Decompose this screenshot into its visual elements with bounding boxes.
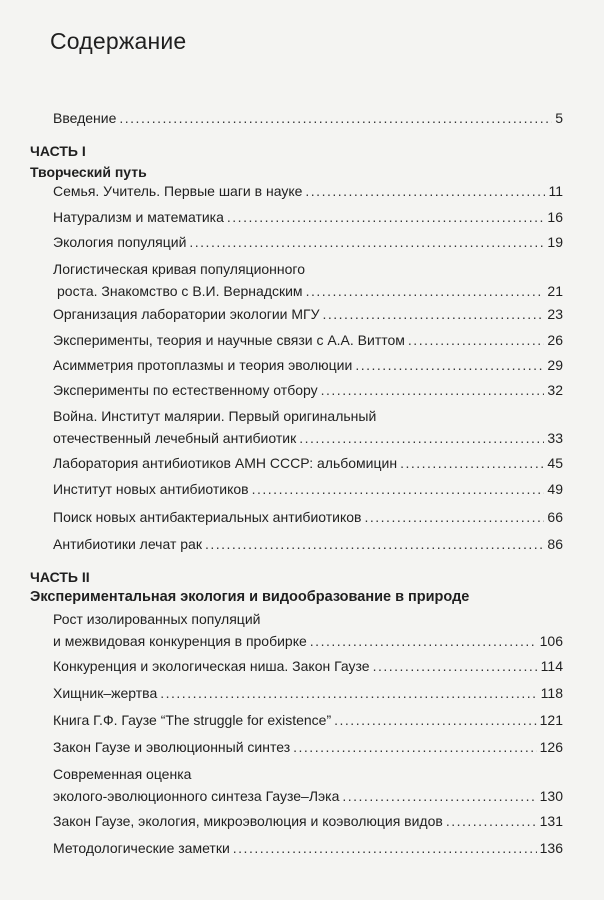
toc-entry[interactable] bbox=[53, 763, 563, 807]
leader-dots bbox=[252, 478, 545, 500]
leader-dots bbox=[373, 655, 538, 677]
part-label: ЧАСТЬ I bbox=[30, 143, 86, 159]
toc-entry[interactable] bbox=[53, 837, 563, 859]
entry-text: роста. Знакомство с В.И. Вернадским bbox=[57, 283, 303, 299]
leader-dots bbox=[355, 354, 544, 376]
entry-text: Семья. Учитель. Первые шаги в науке bbox=[53, 183, 303, 199]
toc-entry[interactable] bbox=[53, 405, 563, 449]
toc-entry[interactable] bbox=[53, 206, 563, 228]
part-subtitle: Экспериментальная экология и видообразование в природе bbox=[30, 589, 470, 605]
entry-page: 21 bbox=[547, 283, 563, 299]
entry-page: 121 bbox=[539, 712, 563, 728]
leader-dots bbox=[400, 452, 544, 474]
entry-text-line1: Рост изолированных популяций bbox=[53, 611, 261, 627]
leader-dots bbox=[365, 506, 545, 528]
leader-dots bbox=[299, 427, 544, 449]
entry-text-line1: Логистическая кривая популяционного bbox=[53, 261, 306, 277]
leader-dots bbox=[205, 533, 544, 555]
leader-dots bbox=[233, 837, 537, 859]
leader-dots bbox=[293, 736, 537, 758]
toc-entry[interactable] bbox=[53, 533, 563, 555]
entry-text: Хищник–жертва bbox=[53, 685, 158, 701]
entry-text: Эксперименты по естественному отбору bbox=[53, 382, 318, 398]
entry-page: 45 bbox=[547, 455, 563, 471]
entry-page: 66 bbox=[547, 509, 563, 525]
entry-page: 130 bbox=[539, 788, 563, 804]
toc-entry[interactable] bbox=[53, 478, 563, 500]
entry-page: 126 bbox=[539, 739, 563, 755]
entry-page: 26 bbox=[547, 332, 563, 348]
toc-entry[interactable] bbox=[53, 180, 563, 202]
entry-page: 11 bbox=[548, 183, 563, 199]
leader-dots bbox=[323, 303, 545, 325]
part-2-header bbox=[30, 568, 469, 606]
toc-entry-intro[interactable] bbox=[53, 107, 563, 129]
entry-page: 106 bbox=[539, 633, 563, 649]
entry-page: 5 bbox=[555, 110, 563, 126]
toc-entry[interactable] bbox=[53, 810, 563, 832]
toc-entry[interactable] bbox=[53, 354, 563, 376]
toc-entry[interactable] bbox=[53, 506, 563, 528]
entry-text: эколого-эволюционного синтеза Гаузе–Лэка bbox=[53, 788, 340, 804]
entry-page: 16 bbox=[547, 209, 563, 225]
entry-page: 86 bbox=[547, 536, 563, 552]
entry-text: Институт новых антибиотиков bbox=[53, 481, 249, 497]
leader-dots bbox=[408, 329, 545, 351]
leader-dots bbox=[305, 180, 545, 202]
leader-dots bbox=[321, 379, 545, 401]
toc-entry[interactable] bbox=[53, 655, 563, 677]
part-1-header bbox=[30, 142, 147, 181]
leader-dots bbox=[160, 682, 537, 704]
toc-entry[interactable] bbox=[53, 736, 563, 758]
leader-dots bbox=[306, 280, 545, 302]
toc-entry[interactable] bbox=[53, 379, 563, 401]
toc-entry[interactable] bbox=[53, 608, 563, 652]
entry-page: 32 bbox=[547, 382, 563, 398]
entry-page: 118 bbox=[540, 685, 563, 701]
toc-entry[interactable] bbox=[53, 329, 563, 351]
toc-entry[interactable] bbox=[53, 303, 563, 325]
toc-entry[interactable] bbox=[53, 682, 563, 704]
entry-text: Закон Гаузе и эволюционный синтез bbox=[53, 739, 291, 755]
toc-entry[interactable] bbox=[53, 231, 563, 253]
entry-text: Организация лаборатории экологии МГУ bbox=[53, 306, 320, 322]
part-label: ЧАСТЬ II bbox=[30, 569, 90, 585]
entry-text: отечественный лечебный антибиотик bbox=[53, 430, 297, 446]
toc-entry[interactable] bbox=[53, 709, 563, 731]
entry-text: и межвидовая конкуренция в пробирке bbox=[53, 633, 307, 649]
leader-dots bbox=[189, 231, 544, 253]
entry-page: 33 bbox=[547, 430, 563, 446]
page-title: Содержание bbox=[50, 28, 187, 54]
entry-text: Асимметрия протоплазмы и теория эволюции bbox=[53, 357, 353, 373]
entry-text: Закон Гаузе, экология, микроэволюция и коэволюция видов bbox=[53, 813, 443, 829]
entry-text: Антибиотики лечат рак bbox=[53, 536, 202, 552]
entry-page: 131 bbox=[539, 813, 563, 829]
leader-dots bbox=[334, 709, 537, 731]
leader-dots bbox=[227, 206, 545, 228]
toc-entry[interactable] bbox=[53, 258, 563, 302]
leader-dots bbox=[342, 785, 536, 807]
leader-dots bbox=[119, 107, 552, 129]
entry-page: 19 bbox=[547, 234, 563, 250]
entry-text: Конкуренция и экологическая ниша. Закон Гаузе bbox=[53, 658, 370, 674]
entry-text: Экология популяций bbox=[53, 234, 187, 250]
entry-text: Эксперименты, теория и научные связи с А.А. Виттом bbox=[53, 332, 405, 348]
entry-text-line1: Современная оценка bbox=[53, 766, 192, 782]
entry-text: Книга Г.Ф. Гаузе “The struggle for existence” bbox=[53, 712, 332, 728]
entry-page: 136 bbox=[539, 840, 563, 856]
entry-text: Методологические заметки bbox=[53, 840, 230, 856]
entry-text: Натурализм и математика bbox=[53, 209, 224, 225]
entry-text: Введение bbox=[53, 110, 117, 126]
part-subtitle: Творческий путь bbox=[30, 164, 147, 180]
entry-text-line1: Война. Институт малярии. Первый оригинальный bbox=[53, 408, 377, 424]
entry-page: 114 bbox=[540, 658, 563, 674]
leader-dots bbox=[310, 630, 537, 652]
toc-entry[interactable] bbox=[53, 452, 563, 474]
entry-page: 49 bbox=[547, 481, 563, 497]
leader-dots bbox=[446, 810, 537, 832]
entry-page: 29 bbox=[547, 357, 563, 373]
entry-page: 23 bbox=[547, 306, 563, 322]
entry-text: Лаборатория антибиотиков АМН СССР: альбомицин bbox=[53, 455, 398, 471]
entry-text: Поиск новых антибактериальных антибиотиков bbox=[53, 509, 362, 525]
